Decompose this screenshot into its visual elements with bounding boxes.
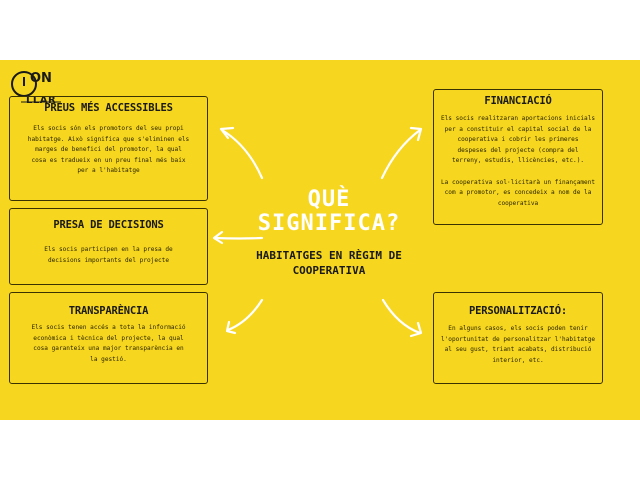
- text-line: al seu gust, triant acabats, distribució: [444, 346, 592, 354]
- text-line: Els socis realitzaran aportacions inicials: [440, 115, 596, 122]
- logo-text-llar: LLAR: [26, 95, 57, 106]
- box-financiacio-title: FINANCIACIÓ: [484, 95, 552, 107]
- text-line: cosa es tradueix en un preu final més baix: [31, 156, 186, 164]
- arrow-to-financiacio: [382, 130, 420, 178]
- box-preus-title: PREUS MÉS ACCESSIBLES: [44, 102, 173, 114]
- text-line: per a l'habitatge: [77, 167, 140, 175]
- box-transparencia-title: TRANSPARÈNCIA: [68, 305, 149, 317]
- text-line: habitatge. Això significa que s'eliminen els: [27, 135, 190, 143]
- text-line: cooperativa i cobrir les primeres: [457, 136, 579, 144]
- text-line: com a promotor, es concedeix a nom de la: [444, 189, 592, 197]
- text-line: interior, etc.: [492, 356, 544, 364]
- text-line: En alguns casos, els socis poden tenir: [448, 325, 588, 332]
- center-question-line2: SIGNIFICA?: [257, 211, 401, 236]
- text-line: terreny, estudis, llicències, etc.).: [451, 157, 585, 165]
- text-line: decisions importants del projecte: [47, 256, 170, 264]
- text-line: l'oportunitat de personalitzar l'habitatge: [440, 335, 596, 343]
- text-line: marges de benefici del promotor, la qual: [35, 146, 182, 154]
- logo-text-on: ON: [30, 71, 52, 86]
- arrow-to-presa: [215, 238, 262, 239]
- text-line: la gestió.: [90, 355, 127, 363]
- center-subtitle-line1: HABITATGES EN RÈGIM DE: [256, 249, 402, 262]
- box-presa-title: PRESA DE DECISIONS: [53, 219, 164, 231]
- text-line: despeses del projecte (compra del: [457, 146, 579, 154]
- text-line: cooperativa: [497, 199, 539, 207]
- arrow-to-transparencia: [228, 300, 262, 330]
- center-question-line1: QUÈ: [307, 187, 351, 212]
- text-line: Els socis són els promotors del seu propi: [33, 125, 184, 132]
- box-personalitzacio-title: PERSONALITZACIÓ:: [469, 305, 567, 317]
- center-subtitle-line2: COOPERATIVA: [292, 264, 366, 277]
- text-line: La cooperativa sol·licitarà un finançament: [440, 178, 596, 186]
- arrow-to-personalitzacio: [383, 300, 420, 333]
- text-line: Els socis participen en la presa de: [44, 246, 173, 253]
- text-line: cosa garanteix una major transparència en: [33, 345, 184, 353]
- text-line: econòmica i tècnica del projecte, la qual: [33, 334, 184, 342]
- text-line: per a constituir el capital social de la: [444, 125, 592, 133]
- text-line: Els socis tenen accés a tota la informació: [31, 324, 186, 331]
